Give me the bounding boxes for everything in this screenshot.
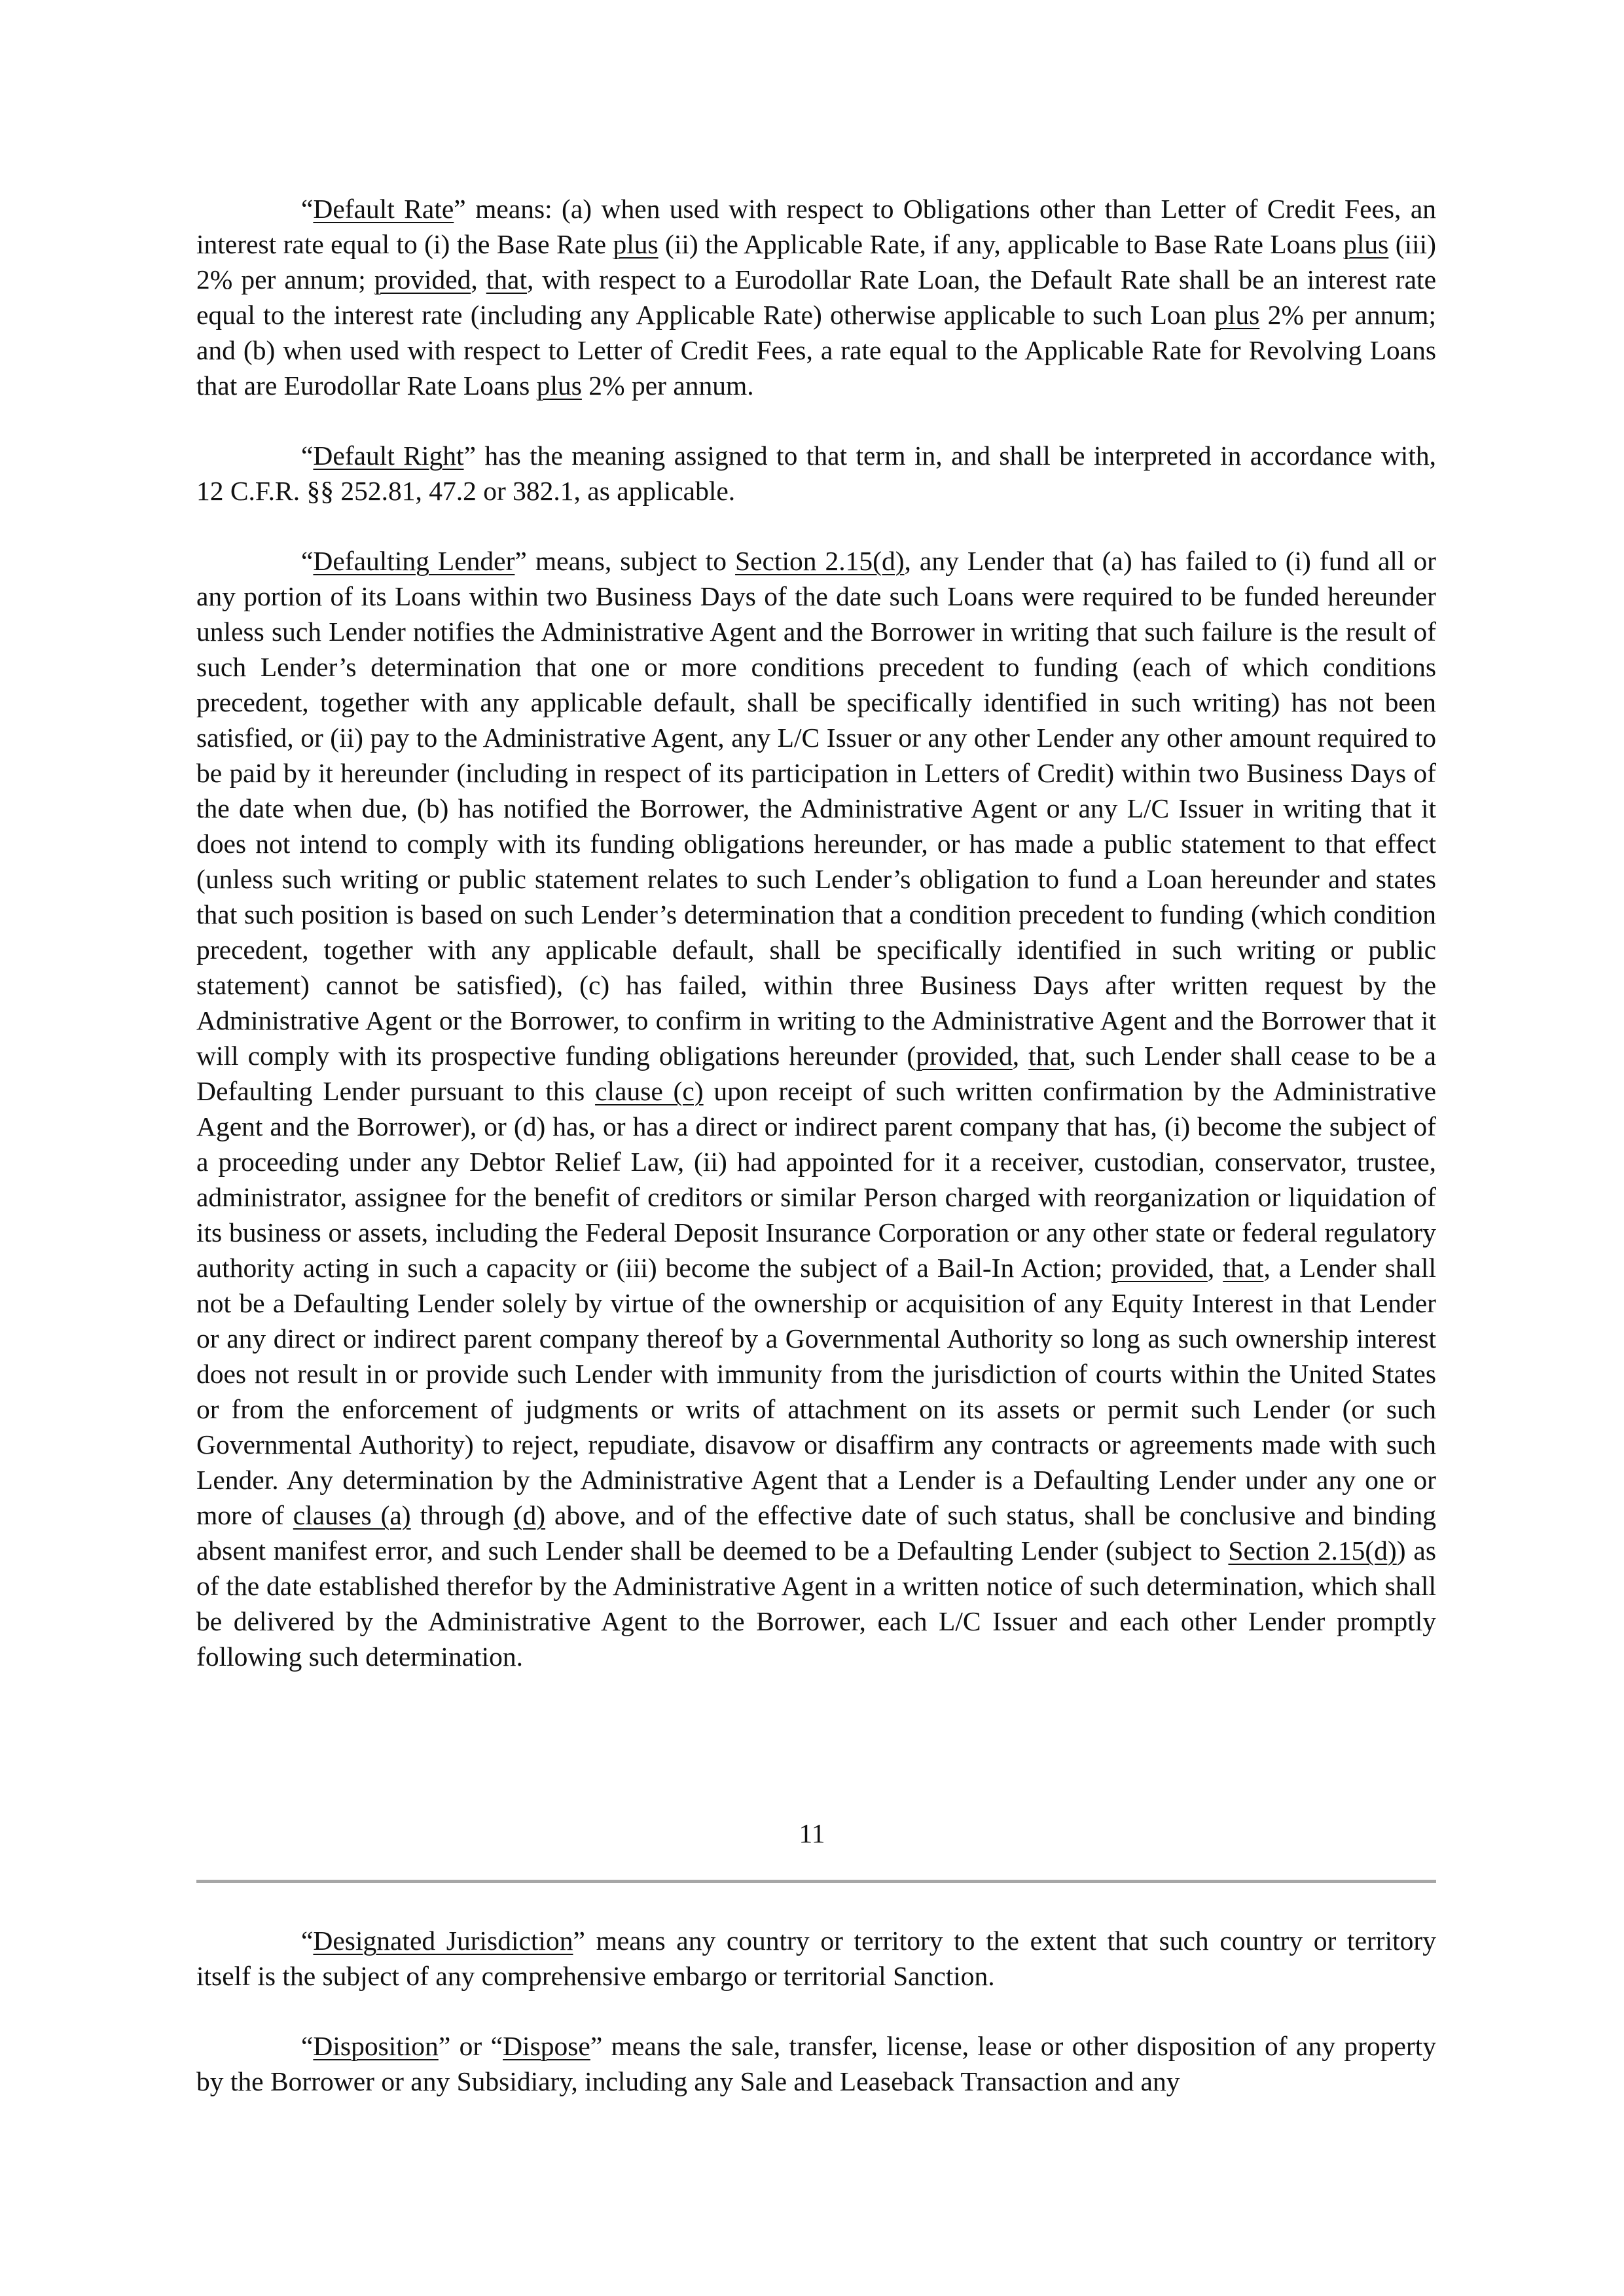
definition-text: “ xyxy=(301,194,314,224)
definition-text: ” means, subject to xyxy=(514,546,736,576)
definition-text: “ xyxy=(301,1926,314,1956)
definition-text: upon receipt of such written confirmation by the Administrative Agent and the Borrower), or (d) has, or has a direct or indirect parent company that has, (i) become the subject of a proceeding under any Debtor Relief Law, (ii) had appointed for it a receiver, custodian, conservator, trustee, administrator, assignee for the benefit of creditors or similar Person charged with reorganization or liquidation of its business or assets, including the Federal Deposit Insurance Corporation or any other state or federal regulatory authority acting in such a capacity or (iii) become the subject of a Bail-In Action; xyxy=(196,1076,1437,1283)
underlined-term: Section 2.15(d) xyxy=(1228,1535,1397,1566)
definition-text: ” or “ xyxy=(438,2031,503,2061)
definition-defaulting-lender xyxy=(196,543,1436,1674)
underlined-term: that xyxy=(1028,1041,1070,1071)
underlined-term: plus xyxy=(613,229,659,259)
definition-text: , such Lender shall cease to be a Defaulting Lender pursuant to this xyxy=(196,1041,1436,1106)
definition-text: , xyxy=(1012,1041,1029,1071)
definition-default-rate xyxy=(196,191,1436,403)
page-number: 11 xyxy=(799,1818,825,1848)
definition-text: (iii) 2% per annum; xyxy=(196,229,1436,295)
definition-text: “ xyxy=(301,440,314,471)
definition-text: ” means: (a) when used with respect to Obligations other than Letter of Credit Fees, an interest rate equal to (i) the Base Rate xyxy=(196,194,1436,259)
underlined-term: plus xyxy=(536,370,582,401)
underlined-term: Disposition xyxy=(313,2031,439,2061)
definition-text: ” means any country or territory to the extent that such country or territory itself is the subject of any comprehensive embargo or territorial Sanction. xyxy=(196,1926,1437,1991)
underlined-term: Designated Jurisdiction xyxy=(313,1926,573,1956)
definition-text: (ii) the Applicable Rate, if any, applicable to Base Rate Loans xyxy=(658,229,1344,259)
underlined-term: Default Rate xyxy=(313,194,454,224)
underlined-term: clauses (a) xyxy=(293,1500,411,1530)
definition-text: ) as of the date established therefor by the Administrative Agent in a written notice of such determination, which shall be delivered by the Administrative Agent to the Borrower, each L/C Issuer and each other Lender promptly following such determination. xyxy=(196,1535,1436,1672)
underlined-term: (d) xyxy=(513,1500,546,1530)
definition-designated-jurisdiction xyxy=(196,1923,1436,1994)
definition-disposition xyxy=(196,2028,1436,2099)
definition-text: , xyxy=(471,264,486,295)
underlined-term: clause (c) xyxy=(595,1076,704,1106)
underlined-term: that xyxy=(1223,1253,1264,1283)
definitions-section-page-11 xyxy=(196,191,1436,1709)
underlined-term: provided xyxy=(916,1041,1013,1071)
underlined-term: Dispose xyxy=(503,2031,590,2061)
underlined-term: plus xyxy=(1214,300,1260,330)
definition-text: through xyxy=(410,1500,514,1530)
definition-text: ” has the meaning assigned to that term in, and shall be interpreted in accordance with, 12 C.F.R. §§ 252.81, 47.2 or 382.1, as applicable. xyxy=(196,440,1436,506)
definition-text: 2% per annum. xyxy=(581,370,754,401)
definition-text: above, and of the effective date of such status, shall be conclusive and binding absent manifest error, and such Lender shall be deemed to be a Defaulting Lender (subject to xyxy=(196,1500,1436,1566)
underlined-term: provided xyxy=(374,264,471,295)
definition-text: “ xyxy=(301,2031,314,2061)
definition-text: , any Lender that (a) has failed to (i) fund all or any portion of its Loans within two Business Days of the date such Loans were required to be funded hereunder unless such Lender notifies the Administrative Agent and the Borrower in writing that such failure is the result of such Lender’s determination that one or more conditions precedent to funding (each of which conditions precedent, together with any applicable default, shall be specifically identified in such writing) has not been satisfied, or (ii) pay to the Administrative Agent, any L/C Issuer or any other Lender any other amount required to be paid by it hereunder (including in respect of its participation in Letters of Credit) within two Business Days of the date when due, (b) has notified the Borrower, the Administrative Agent or any L/C Issuer in writing that it does not intend to comply with its funding obligations hereunder, or has made a public statement to that effect (unless such writing or public statement relates to such Lender’s obligation to fund a Loan hereunder and states that such position is based on such Lender’s determination that a condition precedent to funding (which condition precedent, together with any applicable default, shall be specifically identified in such writing or public statement) cannot be satisfied), (c) has failed, within three Business Days after written request by the Administrative Agent or the Borrower, to confirm in writing to the Administrative Agent and the Borrower that it will comply with its prospective funding obligations hereunder ( xyxy=(196,546,1436,1071)
underlined-term: plus xyxy=(1343,229,1389,259)
underlined-term: Default Right xyxy=(313,440,464,471)
definition-text: , xyxy=(1207,1253,1223,1283)
underlined-term: Defaulting Lender xyxy=(313,546,515,576)
definition-text: ” means the sale, transfer, license, lease or other disposition of any property by the Borrower or any Subsidiary, including any Sale and Leaseback Transaction and any xyxy=(196,2031,1436,2096)
underlined-term: provided xyxy=(1111,1253,1208,1283)
definition-text: , with respect to a Eurodollar Rate Loan, the Default Rate shall be an interest rate equal to the interest rate (including any Applicable Rate) otherwise applicable to such Loan xyxy=(196,264,1436,330)
definition-text: , a Lender shall not be a Defaulting Lender solely by virtue of the ownership or acquisition of any Equity Interest in that Lender or any direct or indirect parent company thereof by a Governmental Authority so long as such ownership interest does not result in or provide such Lender with immunity from the jurisdiction of courts within the United States or from the enforcement of judgments or writs of attachment on its assets or permit such Lender (or such Governmental Authority) to reject, repudiate, disavow or disaffirm any contracts or agreements made with such Lender. Any determination by the Administrative Agent that a Lender is a Defaulting Lender under any one or more of xyxy=(196,1253,1436,1530)
definition-text: 2% per annum; and (b) when used with respect to Letter of Credit Fees, a rate equal to the Applicable Rate for Revolving Loans that are Eurodollar Rate Loans xyxy=(196,300,1436,401)
underlined-term: that xyxy=(486,264,527,295)
definitions-section-page-12 xyxy=(196,1923,1436,2134)
definition-default-right xyxy=(196,438,1436,509)
underlined-term: Section 2.15(d) xyxy=(735,546,905,576)
page-break-divider xyxy=(196,1880,1436,1883)
definition-text: “ xyxy=(301,546,314,576)
